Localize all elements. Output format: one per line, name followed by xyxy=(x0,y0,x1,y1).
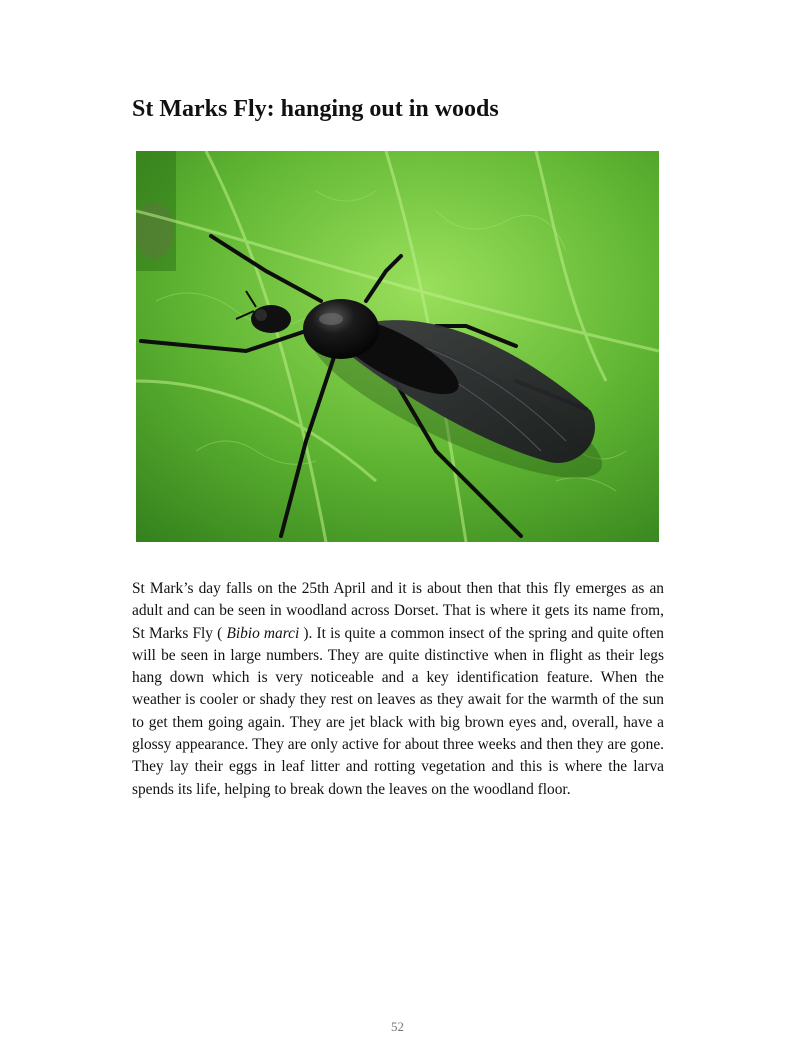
paragraph-text-start: St Mark’s day falls on the 25th April and it is about then that this fly emerges as an adult and can be seen in woodland across Dorset. That is where it gets its name from, St Marks Fly ( xyxy=(132,580,664,642)
page-title: St Marks Fly: hanging out in woods xyxy=(132,96,499,122)
species-name: Bibio marci xyxy=(226,624,300,642)
body-paragraph xyxy=(132,578,664,801)
paragraph-text-end: ). It is quite a common insect of the spring and quite often will be seen in large numbers. They are quite distinctive when in flight as their legs hang down which is very noticeable and a key identification feature. When the weather is cooler or shady they rest on leaves as they await for the warmth of the sun to get them going again. They are jet black with big brown eyes and, overall, have a glossy appearance. They are only active for about three weeks and then they are gone. They lay their eggs in leaf litter and rotting vegetation and this is where the larva spends its life, helping to break down the leaves on the woodland floor. xyxy=(132,624,664,798)
fly-photo xyxy=(136,151,659,542)
fly-on-leaf-illustration xyxy=(136,151,659,542)
page-number: 52 xyxy=(391,1019,404,1034)
